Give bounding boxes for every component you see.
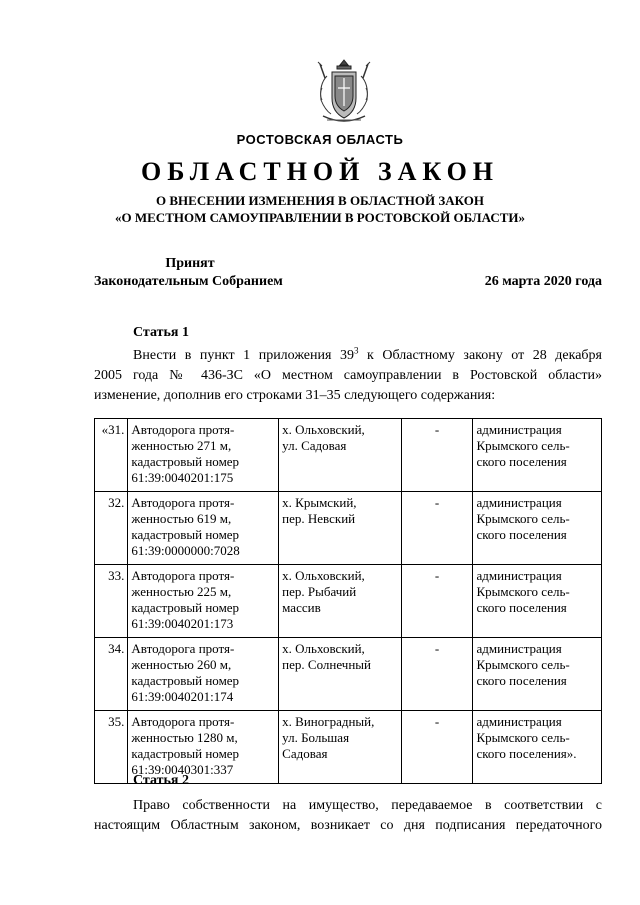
road-owner [473,565,602,638]
road-description-line: женностью 271 м, [131,438,232,453]
road-description-line: кадастровый номер [131,673,240,688]
road-address-line: массив [282,600,321,615]
road-address-line: х. Крымский, [282,495,357,510]
document-subtitle [0,192,640,226]
empty-cell-dash: - [401,638,473,711]
subtitle-line: О ВНЕСЕНИИ ИЗМЕНЕНИЯ В ОБЛАСТНОЙ ЗАКОН [156,193,484,208]
paragraph-line [94,346,602,366]
road-owner-line: администрация [476,568,562,583]
road-description-line: кадастровый номер [131,454,240,469]
road-description-line: Автодорога протя- [131,422,235,437]
road-description-line: Автодорога протя- [131,568,235,583]
region-name: РОСТОВСКАЯ ОБЛАСТЬ [236,132,404,147]
row-number: 32. [95,492,128,565]
road-address-line: ул. Садовая [282,438,347,453]
road-description-line: 61:39:0040201:174 [131,689,234,704]
road-description-line: женностью 619 м, [131,511,232,526]
table-row [95,565,602,638]
road-description-line: кадастровый номер [131,600,240,615]
road-address-line: Садовая [282,746,328,761]
road-description [128,638,279,711]
road-description-line: 61:39:0040201:173 [131,616,234,631]
road-address-line: х. Виноградный, [282,714,375,729]
paragraph-line: 2005 года № 436-ЗС «О местном самоуправлении в Ростовской области» [94,368,602,383]
road-description-line: женностью 225 м, [131,584,232,599]
road-description [128,419,279,492]
road-description-line: 61:39:0040301:337 [131,762,234,777]
subtitle-line: «О МЕСТНОМ САМОУПРАВЛЕНИИ В РОСТОВСКОЙ ОБЛАСТИ» [115,210,525,225]
road-address [279,492,401,565]
text-fragment: к Областному закону от 28 декабря [358,348,602,363]
road-owner [473,492,602,565]
road-owner-line: Крымского сель- [476,657,570,672]
road-owner-line: Крымского сель- [476,730,570,745]
road-owner-line: ского поселения [476,673,567,688]
road-owner-line: Крымского сель- [476,584,570,599]
road-description-line: 61:39:0000000:7028 [131,543,240,558]
road-description-line: Автодорога протя- [131,714,235,729]
road-owner-line: ского поселения [476,527,567,542]
row-number: 35. [95,711,128,784]
road-owner-line: Крымского сель- [476,511,570,526]
road-owner-line: ского поселения [476,454,567,469]
road-address [279,711,401,784]
road-address [279,638,401,711]
adopted-label: Принят [165,256,215,271]
road-address-line: пер. Рыбачий [282,584,357,599]
road-address-line: х. Ольховский, [282,422,365,437]
road-owner-line: ского поселения [476,600,567,615]
road-address-line: х. Ольховский, [282,568,365,583]
road-address [279,419,401,492]
adoption-date: 26 марта 2020 года [484,274,602,289]
road-address-line: пер. Невский [282,511,356,526]
row-number: 33. [95,565,128,638]
road-owner [473,711,602,784]
empty-cell-dash: - [401,565,473,638]
road-address-line: пер. Солнечный [282,657,371,672]
road-description [128,565,279,638]
superscript: 3 [354,345,359,356]
road-description-line: Автодорога протя- [131,641,235,656]
article-2-paragraph [94,796,602,836]
road-owner-line: ского поселения». [476,746,577,761]
paragraph-line: настоящим Областным законом, возникает со дня подписания передаточного [94,818,602,833]
road-owner-line: администрация [476,495,562,510]
road-description-line: женностью 1280 м, [131,730,238,745]
row-number: «31. [95,419,128,492]
article-1-heading: Статья 1 [133,325,189,340]
road-description-line: 61:39:0040201:175 [131,470,234,485]
empty-cell-dash: - [401,419,473,492]
road-owner [473,419,602,492]
road-description-line: кадастровый номер [131,746,240,761]
road-owner-line: Крымского сель- [476,438,570,453]
table-row [95,638,602,711]
road-address [279,565,401,638]
article-2-heading: Статья 2 [133,773,189,788]
row-number: 34. [95,638,128,711]
road-owner [473,638,602,711]
empty-cell-dash: - [401,711,473,784]
article-1-paragraph [94,346,602,406]
roads-table [94,418,602,784]
paragraph-line: Право собственности на имущество, передаваемое в соответствии с [133,798,602,813]
road-address-line: ул. Большая [282,730,350,745]
empty-cell-dash: - [401,492,473,565]
coat-of-arms-emblem [313,58,375,128]
road-owner-line: администрация [476,641,562,656]
road-description-line: Автодорога протя- [131,495,235,510]
road-owner-line: администрация [476,422,562,437]
road-description-line: женностью 260 м, [131,657,232,672]
adopted-by: Законодательным Собранием [94,274,283,289]
road-description [128,492,279,565]
table-row [95,492,602,565]
text-fragment: Внести в пункт 1 приложения 39 [133,348,354,363]
paragraph-line: изменение, дополнив его строками 31–35 следующего содержания: [94,388,496,403]
road-owner-line: администрация [476,714,562,729]
table-row [95,419,602,492]
road-address-line: х. Ольховский, [282,641,365,656]
road-description-line: кадастровый номер [131,527,240,542]
document-title: ОБЛАСТНОЙ ЗАКОН [140,157,500,186]
